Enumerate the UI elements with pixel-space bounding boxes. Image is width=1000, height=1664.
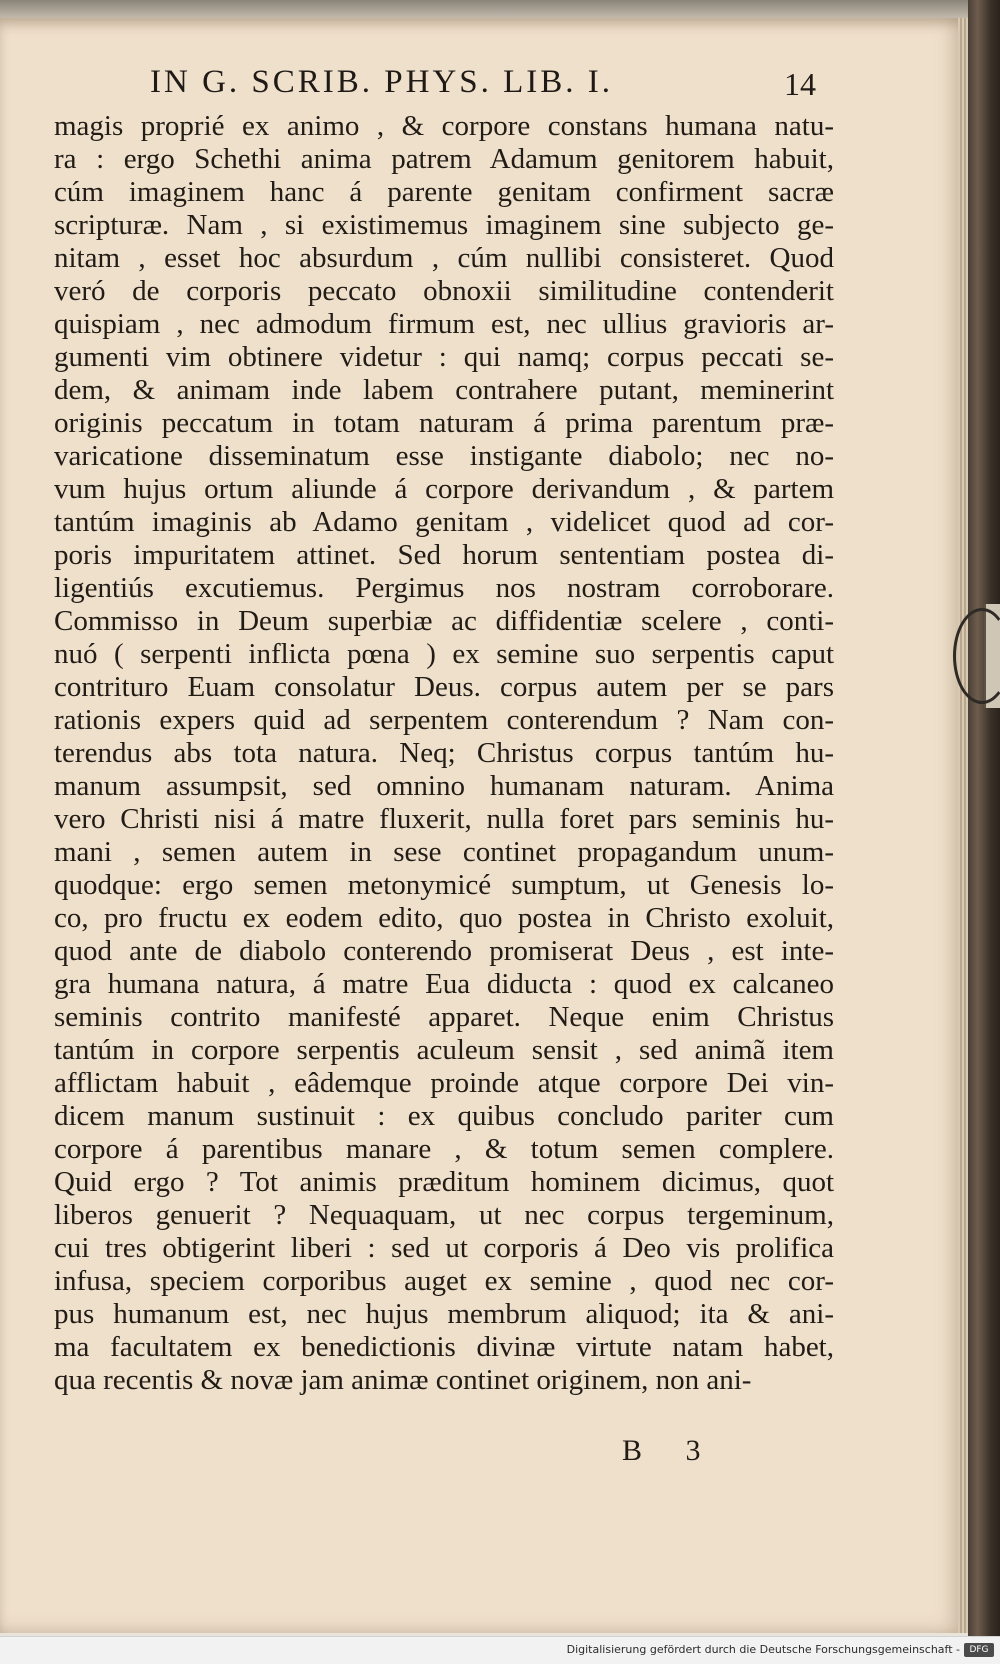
- text-line: ra : ergo Schethi anima patrem Adamum genitorem habuit,: [54, 143, 834, 175]
- text-line: magis proprié ex animo , & corpore constans humana natu-: [54, 110, 834, 142]
- text-line: dicem manum sustinuit : ex quibus concludo pariter cum: [54, 1100, 834, 1132]
- body-text: [54, 110, 834, 1397]
- text-line: terendus abs tota natura. Neq; Christus corpus tantúm hu-: [54, 737, 834, 769]
- text-line: cúm imaginem hanc á parente genitam confirment sacræ: [54, 176, 834, 208]
- text-line: corpore á parentibus manare , & totum semen complere.: [54, 1133, 834, 1165]
- text-line: qua recentis & novæ jam animæ continet originem, non ani-: [54, 1364, 752, 1396]
- text-line: nitam , esset hoc absurdum , cúm nullibi consisteret. Quod: [54, 242, 834, 274]
- text-line: infusa, speciem corporibus auget ex semine , quod nec cor-: [54, 1265, 834, 1297]
- text-line: gra humana natura, á matre Eua diducta : quod ex calcaneo: [54, 968, 834, 1000]
- text-line: cui tres obtigerint liberi : sed ut corporis á Deo vis prolifica: [54, 1232, 834, 1264]
- text-line: quispiam , nec admodum firmum est, nec ullius gravioris ar-: [54, 308, 834, 340]
- text-line: Commisso in Deum superbiæ ac diffidentiæ scelere , conti-: [54, 605, 834, 637]
- text-line: contrituro Euam consolatur Deus. corpus autem per se pars: [54, 671, 834, 703]
- text-line: co, pro fructu ex eodem edito, quo postea in Christo exoluit,: [54, 902, 834, 934]
- signature-mark: B 3: [622, 1434, 719, 1467]
- text-line: tantúm in corpore serpentis aculeum sensit , sed animã item: [54, 1034, 834, 1066]
- text-line: ligentiús excutiemus. Pergimus nos nostram corroborare.: [54, 572, 834, 604]
- dfg-logo: DFG: [964, 1643, 994, 1657]
- text-line: dem, & animam inde labem contrahere putant, meminerint: [54, 374, 834, 406]
- text-line: rationis expers quid ad serpentem conterendum ? Nam con-: [54, 704, 834, 736]
- text-line: manum assumpsit, sed omnino humanam naturam. Anima: [54, 770, 834, 802]
- text-line: tantúm imaginis ab Adamo genitam , videlicet quod ad cor-: [54, 506, 834, 538]
- footer-bar: [0, 1636, 1000, 1664]
- text-line: pus humanum est, nec hujus membrum aliquod; ita & ani-: [54, 1298, 834, 1330]
- book-binding: [968, 0, 1000, 1640]
- text-line: veró de corporis peccato obnoxii similitudine contenderit: [54, 275, 834, 307]
- text-line: seminis contrito manifesté apparet. Neque enim Christus: [54, 1001, 834, 1033]
- scan-background-top: [0, 0, 1000, 20]
- running-header: IN G. SCRIB. PHYS. LIB. I.: [150, 64, 614, 100]
- text-line: varicatione disseminatum esse instigante diabolo; nec no-: [54, 440, 834, 472]
- text-line: gumenti vim obtinere videtur : qui namq; corpus peccati se-: [54, 341, 834, 373]
- text-line: nuó ( serpenti inflicta pœna ) ex semine suo serpentis caput: [54, 638, 834, 670]
- text-line: quodque: ergo semen metonymicé sumptum, ut Genesis lo-: [54, 869, 834, 901]
- text-line: ma facultatem ex benedictionis divinæ virtute natam habet,: [54, 1331, 834, 1363]
- text-line: vero Christi nisi á matre fluxerit, nulla foret pars seminis hu-: [54, 803, 834, 835]
- text-line: liberos genuerit ? Nequaquam, ut nec corpus tergeminum,: [54, 1199, 834, 1231]
- text-line: quod ante de diabolo conterendo promiserat Deus , est inte-: [54, 935, 834, 967]
- text-line: Quid ergo ? Tot animis præditum hominem dicimus, quot: [54, 1166, 834, 1198]
- text-line: vum hujus ortum aliunde á corpore derivandum , & partem: [54, 473, 834, 505]
- text-line: scripturæ. Nam , si existimemus imaginem sine subjecto ge-: [54, 209, 834, 241]
- folio-number: 14: [784, 66, 816, 102]
- text-line: afflictam habuit , eâdemque proinde atque corpore Dei vin-: [54, 1067, 834, 1099]
- text-line: poris impuritatem attinet. Sed horum sententiam postea di-: [54, 539, 834, 571]
- text-line: mani , semen autem in sese continet propagandum unum-: [54, 836, 834, 868]
- footer-credit: Digitalisierung gefördert durch die Deutsche Forschungsgemeinschaft -: [566, 1643, 960, 1656]
- text-line: originis peccatum in totam naturam á prima parentum præ-: [54, 407, 834, 439]
